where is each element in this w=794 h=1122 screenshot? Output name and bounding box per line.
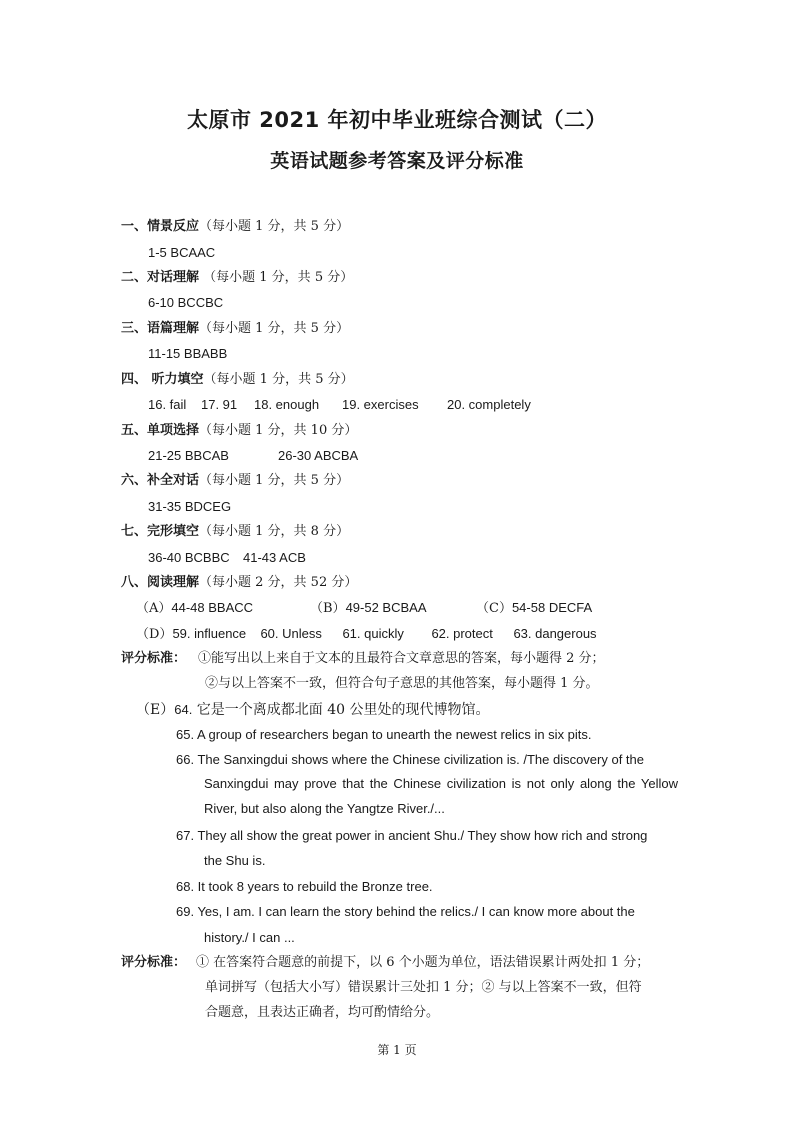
scoring-criteria-2-line3: 合题意，且表达正确者，均可酌情给分。 bbox=[205, 1005, 440, 1020]
part-e-q69-rest: history./ I can ... bbox=[204, 930, 295, 945]
section-answers-1: 1-5 BCAAC bbox=[148, 245, 216, 260]
reading-part-c: （C）54-58 DECFA bbox=[476, 600, 593, 616]
part-e-q67-first: 67. They all show the great power in ancient Shu./ They show how rich and strong bbox=[176, 828, 648, 843]
part-e-q68: 68. It took 8 years to rebuild the Bronze tree. bbox=[176, 879, 433, 894]
reading-part-d: （D）59. influence 60. Unless 61. quickly 62. protect 63. dangerous bbox=[136, 626, 597, 642]
part-e-q64: （E）64. 它是一个离成都北面 40 公里处的现代博物馆。 bbox=[136, 702, 490, 718]
section-answers-6: 31-35 BDCEG bbox=[148, 499, 232, 514]
section-answers-3: 11-15 BBABB bbox=[148, 346, 228, 361]
part-e-q65: 65. A group of researchers began to unearth the newest relics in six pits. bbox=[176, 727, 592, 742]
section-heading-8: 八、阅读理解（每小题 2 分，共 52 分） bbox=[121, 575, 358, 590]
reading-part-a: （A）44-48 BBACC bbox=[136, 600, 254, 616]
scoring-criteria-2-line2: 单词拼写（包括大小写）错误累计三处扣 1 分；② 与以上答案不一致，但符 bbox=[205, 980, 642, 995]
section-answers-5: 21-25 BBCAB 26-30 ABCBA bbox=[148, 448, 359, 463]
scoring-criteria-1-line2: ②与以上答案不一致，但符合句子意思的其他答案，每小题得 1 分。 bbox=[205, 676, 599, 691]
part-e-q67-rest: the Shu is. bbox=[204, 853, 266, 868]
part-e-q66-first: 66. The Sanxingdui shows where the Chinese civilization is. /The discovery of the bbox=[176, 752, 645, 767]
page-title: 太原市 2021 年初中毕业班综合测试（二） bbox=[186, 108, 608, 132]
section-answers-4: 16. fail 17. 91 18. enough 19. exercises 20. completely bbox=[148, 397, 531, 412]
section-heading-1: 一、情景反应（每小题 1 分，共 5 分） bbox=[121, 219, 350, 234]
reading-part-b: （B）49-52 BCBAA bbox=[310, 600, 427, 616]
part-e-q69-first: 69. Yes, I am. I can learn the story behind the relics./ I can know more about the bbox=[176, 904, 635, 919]
section-answers-7: 36-40 BCBBC 41-43 ACB bbox=[148, 550, 306, 565]
section-heading-4: 四、 听力填空（每小题 1 分，共 5 分） bbox=[121, 372, 354, 387]
section-heading-3: 三、语篇理解（每小题 1 分，共 5 分） bbox=[121, 321, 350, 336]
part-e-q66-rest: Sanxingdui may prove that the Chinese civilization is not only along the Yellow River, but also along the Yangtze River./... bbox=[204, 776, 678, 816]
section-heading-7: 七、完形填空（每小题 1 分，共 8 分） bbox=[121, 524, 350, 539]
scoring-criteria-1-line1: 评分标准： ①能写出以上来自于文本的且最符合文章意思的答案，每小题得 2 分； bbox=[121, 651, 605, 666]
section-heading-2: 二、对话理解 （每小题 1 分，共 5 分） bbox=[121, 270, 354, 285]
scoring-criteria-2-line1: 评分标准： ① 在答案符合题意的前提下，以 6 个小题为单位，语法错误累计两处扣 1 分； bbox=[121, 955, 650, 970]
section-answers-2: 6-10 BCCBC bbox=[148, 295, 224, 310]
page-number: 第 1 页 bbox=[377, 1043, 417, 1057]
reading-row-abc bbox=[136, 599, 592, 618]
section-heading-6: 六、补全对话（每小题 1 分，共 5 分） bbox=[121, 473, 350, 488]
page-subtitle: 英语试题参考答案及评分标准 bbox=[270, 150, 524, 172]
section-heading-5: 五、单项选择（每小题 1 分，共 10 分） bbox=[121, 423, 358, 438]
